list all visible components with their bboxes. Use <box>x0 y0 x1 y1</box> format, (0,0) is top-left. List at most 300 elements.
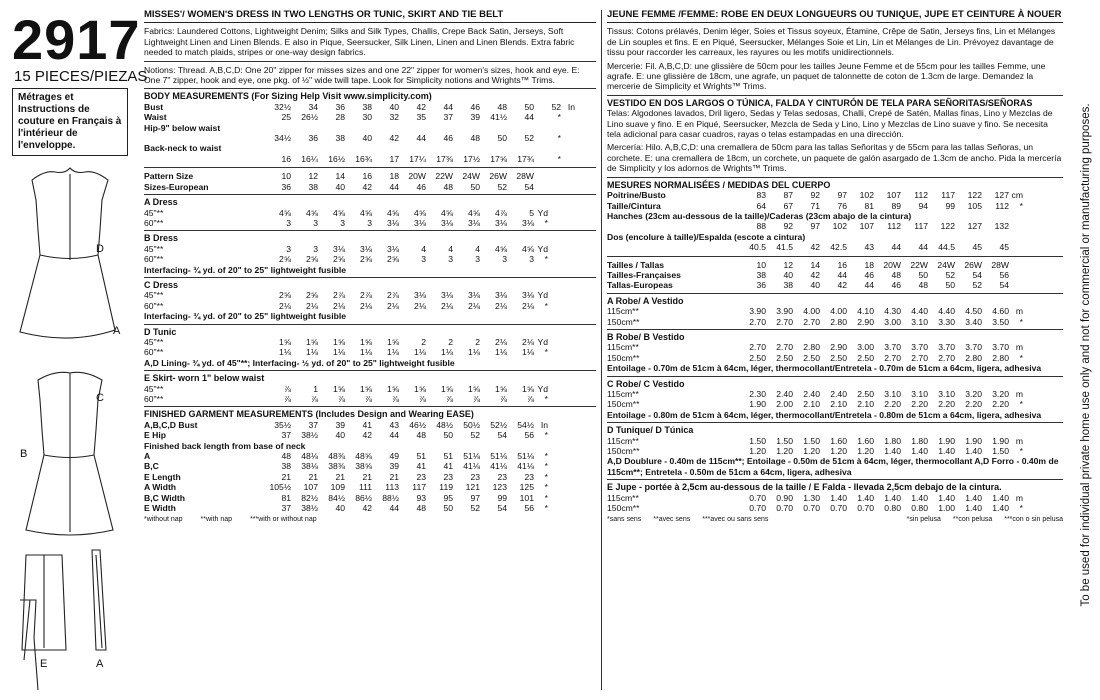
metric-view-title: A Robe/ A Vestido <box>607 293 1063 306</box>
table-cell: 50 <box>470 181 480 192</box>
unit-cell: * <box>544 394 548 404</box>
table-cell: 24W <box>462 171 480 182</box>
table-row <box>144 218 596 228</box>
table-cell: 87 <box>783 190 793 201</box>
table-cell: 4⅝ <box>360 207 372 218</box>
table-cell: 107 <box>303 482 318 493</box>
table-cell: 113 <box>385 482 399 493</box>
table-cell: 46 <box>416 181 426 192</box>
table-cell: 44 <box>837 269 847 280</box>
table-cell: 2⅛ <box>495 336 507 347</box>
row-label: 115cm** <box>607 342 639 353</box>
table-cell: ⅞ <box>283 383 291 394</box>
table-cell: 2⅛ <box>441 300 453 311</box>
table-cell: 24W <box>937 259 955 270</box>
table-cell: 26W <box>964 259 982 270</box>
row-label: Poitrine/Busto <box>607 190 666 201</box>
table-cell: 1.20 <box>803 446 820 457</box>
pieces-count: 15 PIECES/PIEZAS <box>14 68 148 85</box>
row-label: E Hip <box>144 430 166 441</box>
table-row <box>144 493 596 503</box>
table-cell: 46 <box>864 269 874 280</box>
row-label: 45"** <box>144 207 164 218</box>
footnote: **with nap <box>200 516 233 524</box>
table-cell: 38 <box>756 269 766 280</box>
table-cell: 3⅛ <box>468 290 480 301</box>
table-cell: 39 <box>389 461 399 472</box>
table-cell: 1⅛ <box>387 347 399 358</box>
metric-note: Entoilage - 0.80m de 51cm à 64cm, léger, thermocollant/Entretela - 0.80m de 51cm a 64cm, ligera, adhesiva <box>607 409 1042 420</box>
table-cell: 38½ <box>301 430 318 441</box>
table-cell: 2.40 <box>803 389 820 399</box>
table-cell: 0.70 <box>830 503 847 514</box>
yardage-view-title: E Skirt- worn 1" below waist <box>144 370 596 383</box>
table-row <box>144 347 596 357</box>
table-cell: 44 <box>443 101 453 112</box>
table-cell: 23 <box>470 471 480 482</box>
table-cell: 1⅝ <box>333 336 345 347</box>
table-cell: 4 <box>475 243 480 254</box>
table-row <box>607 260 1063 270</box>
usage-note-text: To be used for individual private home use only and not for commercial or manufacturing purposes. <box>1080 103 1092 607</box>
table-cell: 28 <box>335 112 345 123</box>
table-cell: 3.70 <box>911 342 928 353</box>
table-cell: 37 <box>281 430 291 441</box>
table-cell: 20W <box>883 259 901 270</box>
table-row <box>144 102 596 112</box>
table-cell: 112 <box>887 221 901 232</box>
table-cell: 2.80 <box>992 352 1009 363</box>
table-cell: 1.20 <box>830 446 847 457</box>
table-cell: 94 <box>918 200 928 211</box>
unit-cell: * <box>1019 316 1023 327</box>
table-cell: 48 <box>416 430 426 441</box>
table-cell: 38 <box>281 461 291 472</box>
table-cell: 2⅝ <box>306 254 318 265</box>
unit-cell: * <box>1019 200 1023 211</box>
table-cell: 17 <box>389 153 399 164</box>
table-cell: 88 <box>756 221 766 232</box>
dos-label: Dos (encolure à taille)/Espalda (escote a cintura) <box>607 231 806 242</box>
table-cell: 112 <box>995 200 1009 211</box>
table-cell: 112 <box>914 190 928 201</box>
table-cell: 3⅛ <box>522 217 534 228</box>
table-cell: 23 <box>416 471 426 482</box>
table-cell: 1.50 <box>803 435 820 446</box>
table-cell: 51 <box>443 451 453 462</box>
table-cell: 16¼ <box>301 153 318 164</box>
row-label: Tailles-Françaises <box>607 269 681 280</box>
table-cell: 3.10 <box>911 316 928 327</box>
table-cell: 1.50 <box>776 435 793 446</box>
table-row <box>144 182 596 192</box>
table-cell: 2.70 <box>776 316 793 327</box>
table-cell: 48⅜ <box>328 451 345 462</box>
yardage-view-title: B Dress <box>144 230 596 243</box>
table-row <box>144 133 596 143</box>
table-cell: 42 <box>837 280 847 291</box>
row-label: Tailles / Tallas <box>607 259 664 270</box>
row-label: Waist <box>144 112 167 123</box>
table-cell: 1.60 <box>857 435 874 446</box>
table-cell: 81 <box>281 492 291 503</box>
table-cell: 52 <box>470 503 480 514</box>
table-cell: 17¾ <box>517 153 534 164</box>
table-cell: 2.50 <box>749 352 766 363</box>
table-cell: 2.10 <box>857 399 874 410</box>
table-cell: * <box>557 133 561 144</box>
table-cell: 3.00 <box>857 342 874 353</box>
table-cell: 4.10 <box>857 306 874 317</box>
table-cell: 51⅛ <box>463 451 480 462</box>
unit-cell <box>561 112 575 122</box>
table-cell: 1⅝ <box>360 383 372 394</box>
table-cell: 0.80 <box>911 503 928 514</box>
table-cell: 99 <box>497 492 507 503</box>
table-cell: 117 <box>941 190 955 201</box>
table-row <box>144 290 596 300</box>
table-cell: 1⅝ <box>333 383 345 394</box>
unit-cell: * <box>544 471 548 482</box>
table-cell: 46½ <box>409 419 426 430</box>
table-cell: 38 <box>362 101 372 112</box>
table-cell: 51⅛ <box>490 451 507 462</box>
table-cell: 99 <box>945 200 955 211</box>
table-cell: 3⅛ <box>468 217 480 228</box>
table-cell: 2 <box>475 336 480 347</box>
table-cell: 2⅞ <box>360 290 372 301</box>
table-cell: 3 <box>367 217 372 228</box>
table-cell: 4.30 <box>884 306 901 317</box>
table-cell: 21 <box>389 471 399 482</box>
table-cell: 2⅞ <box>333 290 345 301</box>
table-cell: 26½ <box>301 112 318 123</box>
unit-cell: * <box>1019 446 1023 457</box>
table-cell: 117 <box>914 221 928 232</box>
table-cell: 2.50 <box>830 352 847 363</box>
table-cell: 22W <box>435 171 453 182</box>
table-cell: 48 <box>891 269 901 280</box>
table-cell: 2⅛ <box>495 300 507 311</box>
table-cell: 88½ <box>382 492 399 503</box>
table-cell: 4⅝ <box>306 207 318 218</box>
back-length-title: Finished back length from base of neck <box>144 440 306 451</box>
table-cell: 97 <box>470 492 480 503</box>
finished-title: FINISHED GARMENT MEASUREMENTS (Includes Design and Wearing EASE) <box>144 406 596 419</box>
table-cell: 3⅛ <box>495 217 507 228</box>
table-cell: 16¾ <box>355 153 372 164</box>
table-cell: 34½ <box>274 133 291 144</box>
table-cell: 3 <box>286 243 291 254</box>
table-cell: 3.70 <box>938 342 955 353</box>
row-label: 150cm** <box>607 352 640 363</box>
table-cell: 48⅛ <box>301 451 318 462</box>
table-cell: 3.20 <box>965 389 982 399</box>
metric-view-title: E Jupe - portée à 2,5cm au-dessous de la taille / E Falda - llevada 2,5cm debajo de la cintura. <box>607 479 1063 492</box>
table-cell: 4⅝ <box>468 207 480 218</box>
table-cell: 2.70 <box>911 352 928 363</box>
metric-view-title: D Tunique/ D Túnica <box>607 422 1063 435</box>
table-cell: 10 <box>281 171 291 182</box>
row-label: Taille/Cintura <box>607 200 661 211</box>
table-cell: 2⅛ <box>468 300 480 311</box>
table-row <box>607 190 1063 200</box>
table-cell: 1.40 <box>938 492 955 503</box>
table-cell: * <box>557 112 561 123</box>
table-cell: 2.80 <box>965 352 982 363</box>
table-cell: 16 <box>362 171 372 182</box>
table-cell: 5 <box>529 207 534 218</box>
table-cell: 16½ <box>328 153 345 164</box>
back-neck-label: Back-neck to waist <box>144 143 222 154</box>
table-cell: 34 <box>308 101 318 112</box>
table-cell: 1⅝ <box>468 383 480 394</box>
table-cell: 2⅛ <box>333 300 345 311</box>
table-cell: 51 <box>416 451 426 462</box>
french-note: Métrages et Instructions de couture en Français à l'intérieur de l'enveloppe. <box>18 92 122 151</box>
table-cell: 2.20 <box>938 399 955 410</box>
table-cell: 2.50 <box>857 389 874 399</box>
table-row <box>144 451 596 461</box>
table-cell: 3 <box>502 254 507 265</box>
table-cell: 54 <box>999 280 1009 291</box>
table-cell: 97 <box>837 190 847 201</box>
french-note-box <box>12 88 128 156</box>
table-cell: 38 <box>335 133 345 144</box>
table-cell: 105½ <box>269 482 291 493</box>
table-cell: 46 <box>891 280 901 291</box>
table-row <box>607 317 1063 327</box>
row-label: 115cm** <box>607 492 639 503</box>
row-label: Tallas-Europeas <box>607 280 673 291</box>
table-cell: 3 <box>421 254 426 265</box>
table-cell: 1.40 <box>884 492 901 503</box>
table-cell: 38⅝ <box>355 461 372 472</box>
table-cell: 44 <box>416 133 426 144</box>
table-cell: 2.90 <box>830 342 847 353</box>
table-cell: 3.20 <box>992 389 1009 399</box>
table-cell: 4⅝ <box>495 243 507 254</box>
row-label: B,C Width <box>144 492 185 503</box>
table-row <box>144 384 596 394</box>
yardage-note: A,D Lining- ¾ yd. of 45"**; Interfacing- ½ yd. of 20" to 25" lightweight fusible <box>144 357 455 368</box>
table-cell: 3⅛ <box>441 217 453 228</box>
table-cell: 48 <box>281 451 291 462</box>
drawing-label-c: C <box>96 392 104 404</box>
table-cell: 42 <box>416 101 426 112</box>
table-cell: 107 <box>859 221 874 232</box>
table-cell: * <box>557 153 561 164</box>
spanish-merceria: Mercería: Hilo. A,B,C,D: una cremallera de 50cm para las tallas Señoritas y de 55cm para las tallas Señoras, un corchete. E: una cremallera de 18cm, un corchete, un paquete de galón asargado de 1.3cm de ancho. Pida la mercería de Simplicity y los adornos de Wrights™ Trims. <box>607 142 1062 174</box>
table-row <box>144 337 596 347</box>
table-cell: 0.70 <box>803 503 820 514</box>
table-cell: 56 <box>999 269 1009 280</box>
table-cell: 4⅝ <box>387 207 399 218</box>
table-cell: 1.50 <box>749 435 766 446</box>
table-cell: 18 <box>864 259 874 270</box>
unit-cell: * <box>544 300 548 311</box>
hanches-label: Hanches (23cm au-dessous de la taille)/Caderas (23cm abajo de la cintura) <box>607 210 912 221</box>
table-cell: 50 <box>918 269 928 280</box>
table-row <box>144 420 596 430</box>
table-cell: 3 <box>313 243 318 254</box>
table-cell: 4 <box>421 243 426 254</box>
table-cell: 4⅝ <box>333 207 345 218</box>
row-label: 60"** <box>144 394 164 404</box>
french-mercerie: Mercerie: Fil. A,B,C,D: une glissière de 50cm pour les tailles Jeune Femme et de 55cm pour les tailles Femme, une agrafe. E: une glissière de 18cm, une agrafe, un paquet de talonnette de coton de 1.3cm de large. Demandez la mercerie de Simplicity et Wrights™ Trims. <box>607 60 1046 92</box>
unit-cell: m <box>1015 342 1023 353</box>
table-cell: 1.90 <box>992 435 1009 446</box>
table-cell: 92 <box>783 221 793 232</box>
table-cell: 2⅝ <box>333 254 345 265</box>
row-label: Bust <box>144 101 164 112</box>
table-cell: 1.40 <box>992 492 1009 503</box>
footnote: *without nap <box>144 516 183 524</box>
table-cell: 40 <box>362 133 372 144</box>
spanish-title: VESTIDO EN DOS LARGOS O TÚNICA, FALDA Y CINTURÓN DE TELA PARA SEÑORITAS/SEÑORAS <box>607 95 1063 108</box>
table-cell: 2.30 <box>749 389 766 399</box>
table-cell <box>534 171 561 181</box>
unit-cell: m <box>1015 492 1023 503</box>
table-cell: 4⅝ <box>441 207 453 218</box>
table-row <box>607 306 1063 316</box>
table-cell: 35 <box>416 112 426 123</box>
table-cell: 38 <box>783 280 793 291</box>
table-cell: 4.00 <box>803 306 820 317</box>
table-cell: 14 <box>335 171 345 182</box>
table-cell: 48 <box>470 133 480 144</box>
unit-cell: In <box>540 419 548 430</box>
unit-cell: * <box>1019 352 1023 363</box>
table-cell: 4⅝ <box>414 207 426 218</box>
table-cell: 42 <box>362 503 372 514</box>
unit-cell: * <box>544 482 548 493</box>
table-row <box>144 171 596 181</box>
table-cell: 48 <box>416 503 426 514</box>
table-cell: 3.50 <box>992 316 1009 327</box>
table-cell: 2.70 <box>938 352 955 363</box>
unit-cell: * <box>544 461 548 472</box>
table-cell: 44 <box>389 503 399 514</box>
table-row <box>144 482 596 492</box>
table-cell: 0.70 <box>776 503 793 514</box>
table-cell: 50 <box>497 133 507 144</box>
metric-note: Entoilage - 0.70m de 51cm à 64cm, léger, thermocollant/Entretela - 0.70m de 51cm a 64cm, ligera, adhesiva <box>607 363 1042 374</box>
table-cell: 3.70 <box>965 342 982 353</box>
body-measurements-title: BODY MEASUREMENTS (For Sizing Help Visit www.simplicity.com) <box>144 88 596 101</box>
table-cell: 40 <box>783 269 793 280</box>
table-cell: 14 <box>810 259 820 270</box>
metric-view-title: B Robe/ B Vestido <box>607 329 1063 342</box>
table-cell: 2.70 <box>749 342 766 353</box>
row-label: 150cm** <box>607 503 640 514</box>
table-cell: 50 <box>443 430 453 441</box>
table-cell: 3⅛ <box>360 243 372 254</box>
table-cell: 97 <box>810 221 820 232</box>
table-cell: 41⅛ <box>490 461 507 472</box>
unit-cell: m <box>1015 389 1023 399</box>
yardage-note: Interfacing- ¾ yd. of 20" to 25" lightweight fusible <box>144 311 347 322</box>
spanish-footnotes <box>607 515 1063 525</box>
table-row <box>607 353 1063 363</box>
table-cell: 2.00 <box>776 399 793 410</box>
table-cell: 42.5 <box>830 242 847 253</box>
table-cell: 56 <box>524 430 534 441</box>
table-cell: 71 <box>810 200 820 211</box>
row-label: 115cm** <box>607 306 639 317</box>
unit-cell: * <box>1019 503 1023 514</box>
table-cell: 38⅛ <box>301 461 318 472</box>
table-row <box>607 389 1063 399</box>
table-cell: 54½ <box>517 419 534 430</box>
table-cell: 3⅛ <box>333 243 345 254</box>
table-cell: 23 <box>524 471 534 482</box>
french-tissus: Tissus: Cotons prélavés, Denim léger, Soies et Tissus soyeux, Étamine, Crêpe de Satin, Jerseys fins, Lin et Mélanges de Lin souples et fins. E en Piqué, Seersucker, Mélanges Soie et Lin, Lin et Mélanges de Lin. Prévoyez davantage de tissu pour raccorder les carreaux, les rayures ou les motifs unidirectionnels. <box>607 26 1056 58</box>
table-cell: 2⅝ <box>279 290 291 301</box>
table-cell: ⅞ <box>283 394 291 404</box>
drawing-label-a: A <box>113 325 121 337</box>
table-cell: 52 <box>497 181 507 192</box>
unit-cell: Yd <box>537 243 548 254</box>
table-cell: 2⅛ <box>522 300 534 311</box>
table-cell: 54 <box>497 430 507 441</box>
table-cell: 40 <box>335 181 345 192</box>
table-cell: 2.70 <box>749 316 766 327</box>
table-cell: 1.60 <box>830 435 847 446</box>
table-row <box>144 301 596 311</box>
row-label: 60"** <box>144 254 164 265</box>
table-row <box>607 342 1063 352</box>
table-cell: 54 <box>497 503 507 514</box>
table-cell: 52 <box>524 133 534 144</box>
french-spanish-column <box>607 10 1063 526</box>
table-cell: 28W <box>516 171 534 182</box>
table-cell: 52½ <box>490 419 507 430</box>
table-cell: 3.30 <box>938 316 955 327</box>
table-cell: 41 <box>443 461 453 472</box>
footnote: *sin pelusa <box>906 516 941 524</box>
table-cell: 1.40 <box>965 492 982 503</box>
table-cell: 2⅛ <box>279 300 291 311</box>
table-cell: 2.70 <box>884 352 901 363</box>
row-label: E Width <box>144 503 176 514</box>
table-cell: 44 <box>891 242 901 253</box>
table-cell: 44 <box>524 112 534 123</box>
table-cell: 3.10 <box>884 389 901 399</box>
fabrics-text: Fabrics: Laundered Cottons, Lightweight Denim; Silks and Silk Types, Challis, Crepe Back Satin, Jerseys, Soft Lightweight Linen and Linen Blends. E also in Pique, Seersucker, Silk Linen, Linen and Linen Blends. Extra fabric needed to match plaids, stripes or one-way design fabrics. <box>144 26 575 58</box>
table-cell: 10 <box>756 259 766 270</box>
table-cell: 42 <box>362 430 372 441</box>
row-label: 150cm** <box>607 399 640 410</box>
table-row <box>607 221 1063 231</box>
table-cell: 48½ <box>436 419 453 430</box>
table-cell <box>534 182 561 192</box>
table-cell: 17⅜ <box>436 153 453 164</box>
unit-cell: m <box>1015 435 1023 446</box>
table-cell: 3.70 <box>992 342 1009 353</box>
table-cell: 30 <box>362 112 372 123</box>
table-cell: 41.5 <box>776 242 793 253</box>
table-cell: 1⅝ <box>495 383 507 394</box>
french-title: JEUNE FEMME /FEMME: ROBE EN DEUX LONGUEURS OU TUNIQUE, JUPE ET CEINTURE À NOUER <box>607 10 1063 23</box>
table-cell: 81 <box>864 200 874 211</box>
table-row <box>607 446 1063 456</box>
table-cell: 37 <box>443 112 453 123</box>
table-cell: 1 <box>313 383 318 394</box>
drawing-label-d: D <box>96 243 104 255</box>
table-row <box>607 399 1063 409</box>
unit-cell: cm <box>1011 190 1023 201</box>
